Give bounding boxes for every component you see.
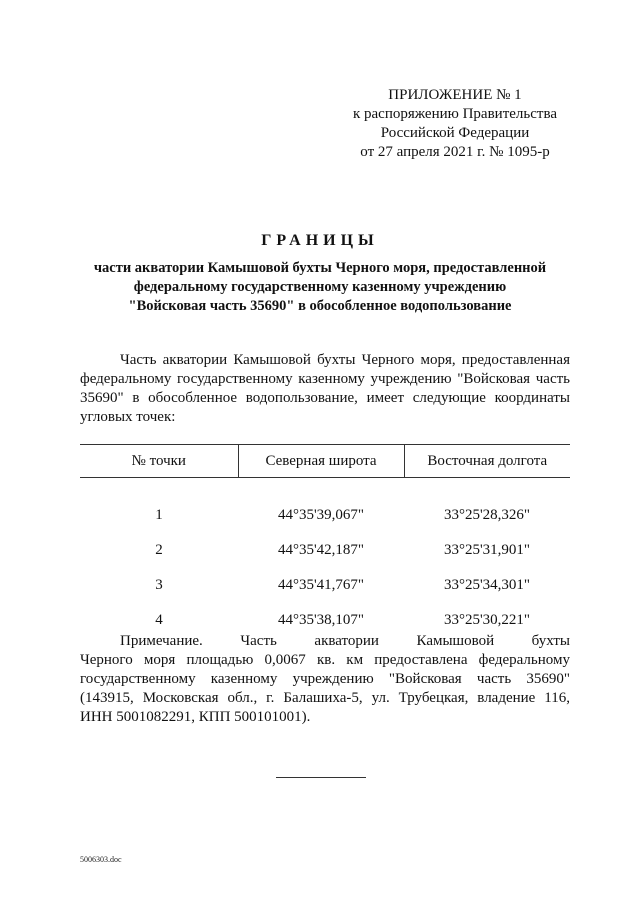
document-subtitle xyxy=(70,259,570,316)
header-point-number: № точки xyxy=(80,445,238,478)
note-line: (143915, Московская обл., г. Балашиха-5, ул. Трубецкая, владение 116, xyxy=(80,690,570,706)
point-number: 1 xyxy=(155,507,163,523)
latitude-cell: 44°35'42,187" xyxy=(277,542,365,558)
table-spacer xyxy=(80,478,570,499)
file-reference: 5006303.doc xyxy=(80,855,122,864)
table-row xyxy=(80,568,570,603)
intro-line: 35690" в обособленное водопользование, имеет следующие координаты xyxy=(80,390,570,406)
appendix-government: Российской Федерации xyxy=(380,125,530,141)
subtitle-line: федеральному государственному казенному учреждению xyxy=(133,279,507,295)
subtitle-line: "Войсковая часть 35690" в обособленное водопользование xyxy=(128,298,512,314)
point-number: 3 xyxy=(155,577,163,593)
appendix-order-ref: к распоряжению Правительства xyxy=(352,106,557,122)
note-line: Примечание. Часть акватории Камышовой бухты xyxy=(120,633,570,649)
appendix-number: ПРИЛОЖЕНИЕ № 1 xyxy=(388,87,522,103)
intro-paragraph xyxy=(80,351,570,427)
latitude-cell: 44°35'39,067" xyxy=(277,507,365,523)
longitude-cell: 33°25'31,901" xyxy=(443,542,531,558)
coordinates-table xyxy=(80,444,570,638)
note-line: ИНН 5001082291, КПП 500101001). xyxy=(80,709,311,725)
intro-line: Часть акватории Камышовой бухты Черного моря, предоставленная xyxy=(120,352,570,368)
longitude-cell: 33°25'28,326" xyxy=(443,507,531,523)
table-row xyxy=(80,498,570,533)
closing-divider xyxy=(276,777,366,778)
note-line: государственному казенному учреждению "Войсковая часть 35690" xyxy=(80,671,570,687)
point-number: 2 xyxy=(155,542,163,558)
subtitle-line: части акватории Камышовой бухты Черного моря, предоставленной xyxy=(93,260,547,276)
latitude-cell: 44°35'38,107" xyxy=(277,612,365,628)
header-latitude: Северная широта xyxy=(238,445,404,478)
point-number: 4 xyxy=(155,612,163,628)
table-row xyxy=(80,533,570,568)
document-title: ГРАНИЦЫ xyxy=(261,232,379,249)
note-paragraph xyxy=(80,632,570,727)
latitude-cell: 44°35'41,767" xyxy=(277,577,365,593)
intro-line: федеральному государственному казенному учреждению "Войсковая часть xyxy=(80,371,570,387)
longitude-cell: 33°25'34,301" xyxy=(443,577,531,593)
header-longitude: Восточная долгота xyxy=(404,445,570,478)
note-line: Черного моря площадью 0,0067 кв. км предоставлена федеральному xyxy=(80,652,570,668)
table-header-row xyxy=(80,445,570,478)
intro-line: угловых точек: xyxy=(80,409,176,425)
longitude-cell: 33°25'30,221" xyxy=(443,612,531,628)
appendix-date: от 27 апреля 2021 г. № 1095-р xyxy=(360,144,550,160)
appendix-header xyxy=(340,86,570,162)
